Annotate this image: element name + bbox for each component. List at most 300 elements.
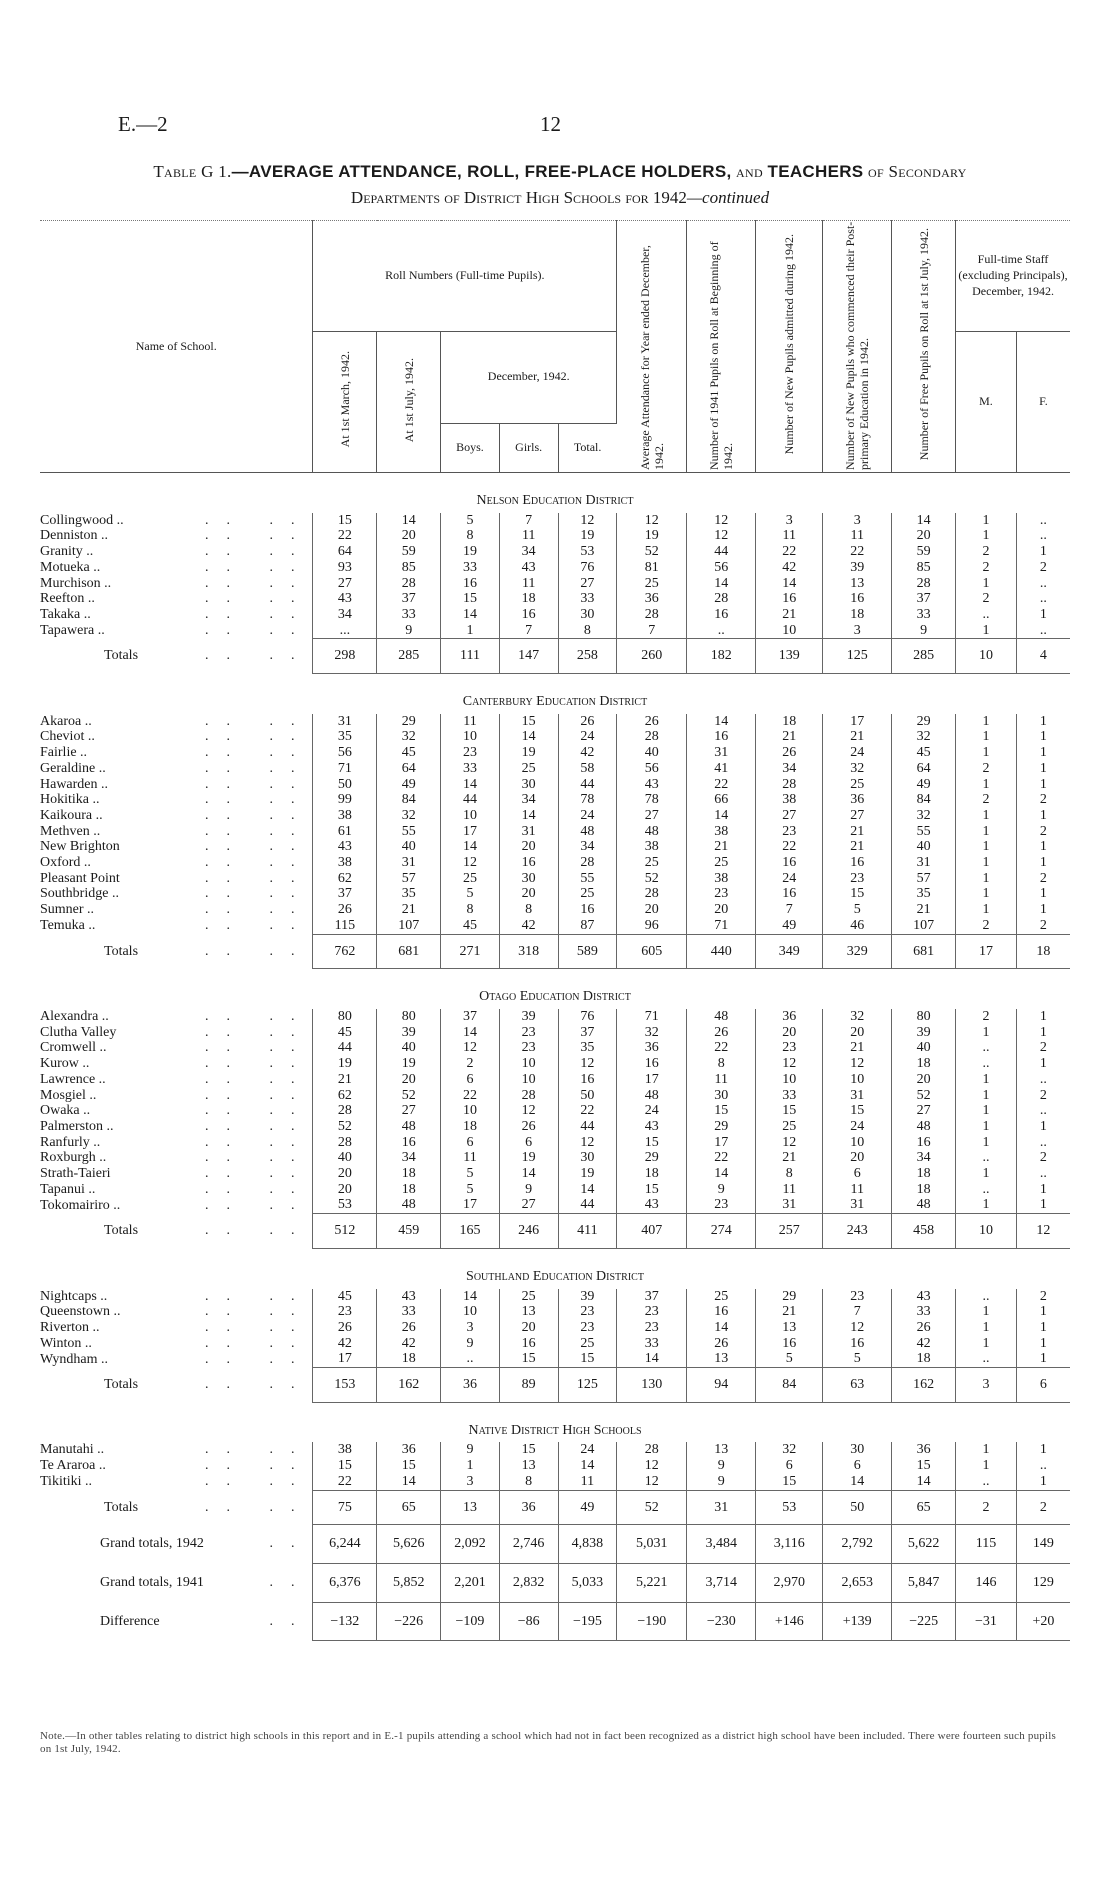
school-name: [40, 886, 313, 902]
cell-value: 3: [441, 1474, 500, 1490]
title-bold: —AVERAGE ATTENDANCE, ROLL, FREE-PLACE HOLDERS,: [231, 162, 732, 181]
totals-value: 298: [313, 639, 377, 674]
cell-value: 5: [441, 886, 500, 902]
cell-value: 2: [956, 560, 1017, 576]
cell-value: 49: [756, 918, 823, 934]
cell-value: 53: [558, 544, 617, 560]
totals-value: 63: [823, 1368, 892, 1403]
cell-value: 43: [313, 591, 377, 607]
cell-value: 2: [1039, 823, 1047, 839]
cell-value: 2: [956, 591, 1017, 607]
cell-value: 1: [1039, 1319, 1047, 1335]
cell-value: 23: [617, 1320, 687, 1336]
cell-value: 9: [377, 623, 441, 639]
school-name-text: Lawrence ..: [40, 1071, 106, 1087]
cell-value: 56: [313, 745, 377, 761]
school-name-text: Akaroa ..: [40, 713, 92, 729]
cell-value: 12: [499, 1103, 558, 1119]
cell-value: 1: [1039, 1335, 1047, 1351]
cell-value: 21: [377, 902, 441, 918]
cell-value: 13: [687, 1442, 756, 1458]
grand-value: 2,970: [756, 1563, 823, 1602]
school-name-text: Nightcaps ..: [40, 1288, 108, 1304]
cell-value: 49: [892, 777, 956, 793]
leader-dots: .. ..: [204, 1442, 313, 1458]
col-march: At 1st March, 1942.: [313, 332, 377, 473]
totals-value: 458: [892, 1214, 956, 1249]
cell-value: 34: [558, 839, 617, 855]
cell-value: 26: [892, 1320, 956, 1336]
col-name-of-school: Name of School.: [40, 221, 313, 473]
cell-value: 26: [558, 714, 617, 730]
school-name: [40, 1336, 313, 1352]
cell-value: 15: [313, 513, 377, 529]
cell-value: 18: [892, 1166, 956, 1182]
cell-value: 28: [313, 1135, 377, 1151]
cell-value: 84: [892, 792, 956, 808]
cell-value: 28: [617, 729, 687, 745]
cell-value: 49: [377, 777, 441, 793]
school-name-text: Tapanui ..: [40, 1181, 96, 1197]
totals-value: 49: [558, 1490, 617, 1525]
cell-value: 31: [687, 745, 756, 761]
cell-value: 24: [558, 1442, 617, 1458]
cell-value: 26: [313, 902, 377, 918]
cell-value: 18: [377, 1166, 441, 1182]
cell-value: 44: [687, 544, 756, 560]
leader-dots: .. ..: [204, 512, 313, 528]
cell-value: 36: [377, 1442, 441, 1458]
cell-value: 84: [377, 792, 441, 808]
cell-value: 87: [558, 918, 617, 934]
cell-value: 18: [823, 607, 892, 623]
title-line-1: [50, 162, 1070, 182]
cell-value: 16: [687, 607, 756, 623]
totals-value: 318: [499, 934, 558, 969]
cell-value: 43: [892, 1289, 956, 1305]
totals-value: 89: [499, 1368, 558, 1403]
cell-value: ..: [1039, 1134, 1047, 1150]
cell-value: 20: [499, 886, 558, 902]
cell-value: 12: [617, 513, 687, 529]
leader-dots: .. ..: [204, 1024, 313, 1040]
cell-value: 11: [756, 1182, 823, 1198]
cell-value: 21: [687, 839, 756, 855]
cell-value: 27: [892, 1103, 956, 1119]
title-bold-2: TEACHERS: [767, 162, 864, 181]
cell-value: 2: [956, 918, 1017, 934]
totals-value: 2: [1016, 1490, 1070, 1525]
grand-value: −86: [499, 1602, 558, 1641]
cell-value: 45: [892, 745, 956, 761]
cell-value: 12: [687, 528, 756, 544]
cell-value: 43: [617, 777, 687, 793]
cell-value: 5: [823, 1351, 892, 1367]
cell-value: 31: [313, 714, 377, 730]
cell-value: 33: [441, 560, 500, 576]
cell-value: 93: [313, 560, 377, 576]
school-name: [40, 824, 313, 840]
cell-value: ..: [1039, 622, 1047, 638]
cell-value: ..: [1039, 1103, 1047, 1119]
leader-dots: .. ..: [204, 729, 313, 745]
cell-value: 8: [499, 902, 558, 918]
cell-value: 1: [956, 902, 1017, 918]
totals-value: 2: [956, 1490, 1017, 1525]
cell-value: 10: [823, 1135, 892, 1151]
cell-value: 17: [313, 1351, 377, 1367]
school-name-text: Southbridge ..: [40, 886, 119, 902]
school-name-text: Mosgiel ..: [40, 1087, 97, 1103]
school-name: [40, 761, 313, 777]
cell-value: 25: [617, 855, 687, 871]
leader-dots: .. ..: [204, 886, 313, 902]
cell-value: 33: [892, 607, 956, 623]
cell-value: 48: [377, 1119, 441, 1135]
cell-value: 39: [377, 1025, 441, 1041]
cell-value: 1: [1039, 1056, 1047, 1072]
cell-value: 59: [892, 544, 956, 560]
page-number: 12: [540, 112, 561, 136]
cell-value: 14: [823, 1474, 892, 1490]
cell-value: 1: [1039, 1118, 1047, 1134]
cell-value: ..: [1039, 591, 1047, 607]
leader-dots: .. ..: [204, 1008, 313, 1024]
cell-value: 6: [441, 1135, 500, 1151]
cell-value: 39: [892, 1025, 956, 1041]
totals-value: 31: [687, 1490, 756, 1525]
col-group-staff: Full-time Staff (excluding Principals), December, 1942.: [956, 221, 1070, 332]
cell-value: 64: [313, 544, 377, 560]
cell-value: 23: [687, 886, 756, 902]
cell-value: 43: [617, 1119, 687, 1135]
school-name: [40, 591, 313, 607]
cell-value: 7: [756, 902, 823, 918]
cell-value: ..: [1039, 575, 1047, 591]
cell-value: 14: [377, 513, 441, 529]
cell-value: 20: [377, 528, 441, 544]
cell-value: 1: [956, 729, 1017, 745]
cell-value: 37: [617, 1289, 687, 1305]
cell-value: 43: [617, 1197, 687, 1213]
cell-value: 21: [823, 1040, 892, 1056]
cell-value: 37: [892, 591, 956, 607]
cell-value: 26: [617, 714, 687, 730]
cell-value: 16: [756, 1336, 823, 1352]
cell-value: 71: [687, 918, 756, 934]
school-row: [40, 607, 1070, 623]
cell-value: 24: [823, 745, 892, 761]
leader-dots: .. ..: [204, 1134, 313, 1150]
cell-value: 1: [956, 1103, 1017, 1119]
cell-value: 1: [1039, 544, 1047, 560]
col-new-pupils: Number of New Pupils admitted during 1942.: [756, 221, 823, 473]
totals-value: 139: [756, 639, 823, 674]
school-name-text: Palmerston ..: [40, 1118, 114, 1134]
cell-value: 42: [756, 560, 823, 576]
school-row: [40, 591, 1070, 607]
school-row: [40, 1040, 1070, 1056]
cell-value: 13: [687, 1351, 756, 1367]
cell-value: 115: [313, 918, 377, 934]
cell-value: 48: [617, 1088, 687, 1104]
cell-value: 80: [313, 1009, 377, 1025]
cell-value: 1: [956, 1166, 1017, 1182]
school-name: [40, 729, 313, 745]
cell-value: 36: [617, 1040, 687, 1056]
leader-dots: .. ..: [204, 823, 313, 839]
cell-value: 8: [441, 902, 500, 918]
cell-value: 1: [956, 1197, 1017, 1213]
cell-value: 38: [687, 871, 756, 887]
school-name-text: Granity ..: [40, 544, 94, 560]
cell-value: 20: [499, 839, 558, 855]
document-reference: E.—2: [118, 112, 168, 136]
cell-value: 15: [687, 1103, 756, 1119]
cell-value: 5: [441, 513, 500, 529]
totals-value: 605: [617, 934, 687, 969]
leader-dots: .. ..: [204, 622, 313, 638]
cell-value: 107: [377, 918, 441, 934]
school-row: [40, 1056, 1070, 1072]
table-header: [40, 221, 1070, 473]
cell-value: 16: [377, 1135, 441, 1151]
school-name: [40, 1442, 313, 1458]
school-name: [40, 623, 313, 639]
cell-value: 26: [756, 745, 823, 761]
cell-value: 6: [756, 1458, 823, 1474]
cell-value: 27: [499, 1197, 558, 1213]
cell-value: 62: [313, 871, 377, 887]
grand-label-text: Grand totals, 1942: [100, 1536, 204, 1552]
cell-value: ..: [1039, 1166, 1047, 1182]
cell-value: 12: [617, 1458, 687, 1474]
school-row: [40, 714, 1070, 730]
cell-value: 37: [377, 591, 441, 607]
cell-value: 71: [617, 1009, 687, 1025]
cell-value: 3: [756, 513, 823, 529]
cell-value: 36: [756, 1009, 823, 1025]
cell-value: 32: [892, 729, 956, 745]
cell-value: 48: [687, 1009, 756, 1025]
cell-value: 16: [558, 902, 617, 918]
cell-value: 14: [377, 1474, 441, 1490]
cell-value: 10: [499, 1072, 558, 1088]
col-group-roll-numbers: Roll Numbers (Full-time Pupils).: [313, 221, 617, 332]
school-row: [40, 902, 1070, 918]
cell-value: 11: [441, 714, 500, 730]
cell-value: 24: [617, 1103, 687, 1119]
cell-value: 66: [687, 792, 756, 808]
school-name-text: Ranfurly ..: [40, 1134, 101, 1150]
cell-value: 1: [1039, 606, 1047, 622]
cell-value: 28: [558, 855, 617, 871]
section-heading-row: [40, 674, 1070, 714]
school-name-text: Hawarden ..: [40, 776, 109, 792]
cell-value: 19: [558, 528, 617, 544]
cell-value: 34: [892, 1150, 956, 1166]
cell-value: 9: [687, 1458, 756, 1474]
school-name: [40, 777, 313, 793]
cell-value: 27: [756, 808, 823, 824]
cell-value: 48: [892, 1197, 956, 1213]
cell-value: 16: [441, 576, 500, 592]
col-girls: Girls.: [499, 423, 558, 472]
cell-value: 28: [892, 576, 956, 592]
cell-value: ..: [441, 1351, 500, 1367]
cell-value: 1: [1039, 807, 1047, 823]
cell-value: 25: [823, 777, 892, 793]
school-name: [40, 513, 313, 529]
cell-value: 16: [756, 855, 823, 871]
cell-value: 16: [687, 729, 756, 745]
school-name: [40, 1088, 313, 1104]
statistics-table: [40, 220, 1070, 1641]
cell-value: 12: [756, 1056, 823, 1072]
cell-value: 32: [756, 1442, 823, 1458]
school-row: [40, 792, 1070, 808]
totals-value: 18: [1016, 934, 1070, 969]
cell-value: 1: [1039, 745, 1047, 761]
cell-value: 23: [313, 1304, 377, 1320]
cell-value: 18: [892, 1351, 956, 1367]
cell-value: 1: [1039, 855, 1047, 871]
grand-value: 115: [956, 1525, 1017, 1564]
cell-value: 48: [617, 824, 687, 840]
cell-value: 61: [313, 824, 377, 840]
cell-value: 25: [558, 1336, 617, 1352]
cell-value: 26: [377, 1320, 441, 1336]
cell-value: 30: [499, 871, 558, 887]
cell-value: 2: [441, 1056, 500, 1072]
cell-value: 9: [687, 1474, 756, 1490]
school-name-text: Motueka ..: [40, 559, 101, 575]
cell-value: 19: [558, 1166, 617, 1182]
cell-value: 22: [558, 1103, 617, 1119]
cell-value: 10: [756, 623, 823, 639]
totals-value: 162: [892, 1368, 956, 1403]
school-name-text: Clutha Valley: [40, 1024, 117, 1040]
school-name-text: Denniston ..: [40, 528, 109, 544]
school-name: [40, 1135, 313, 1151]
cell-value: 42: [499, 918, 558, 934]
cell-value: 1: [956, 745, 1017, 761]
title-tail: of Secondary: [868, 162, 967, 181]
cell-value: 34: [499, 792, 558, 808]
totals-value: 762: [313, 934, 377, 969]
cell-value: 1: [441, 1458, 500, 1474]
cell-value: 22: [756, 544, 823, 560]
totals-row: [40, 1490, 1070, 1525]
cell-value: 1: [1039, 1008, 1047, 1024]
leader-dots: .. ..: [204, 745, 313, 761]
cell-value: 24: [756, 871, 823, 887]
cell-value: 18: [441, 1119, 500, 1135]
cell-value: 24: [558, 729, 617, 745]
cell-value: 40: [377, 839, 441, 855]
cell-value: 27: [617, 808, 687, 824]
cell-value: 55: [377, 824, 441, 840]
cell-value: 28: [499, 1088, 558, 1104]
cell-value: 1: [956, 1458, 1017, 1474]
col-free-pupils: Number of Free Pupils on Roll at 1st July, 1942.: [892, 221, 956, 473]
totals-value: 130: [617, 1368, 687, 1403]
cell-value: 44: [441, 792, 500, 808]
school-row: [40, 1336, 1070, 1352]
cell-value: 39: [823, 560, 892, 576]
cell-value: ..: [1039, 1071, 1047, 1087]
school-name-text: Oxford ..: [40, 855, 91, 871]
leader-dots: .. ..: [204, 1223, 313, 1239]
totals-value: 13: [441, 1490, 500, 1525]
totals-value: 411: [558, 1214, 617, 1249]
col-1941-pupils: Number of 1941 Pupils on Roll at Beginning of 1942.: [687, 221, 756, 473]
cell-value: 18: [892, 1182, 956, 1198]
school-row: [40, 745, 1070, 761]
totals-value: 246: [499, 1214, 558, 1249]
cell-value: 38: [313, 808, 377, 824]
cell-value: 18: [756, 714, 823, 730]
school-row: [40, 1135, 1070, 1151]
grand-value: −109: [441, 1602, 500, 1641]
cell-value: 22: [687, 777, 756, 793]
footnote: Note.—In other tables relating to district high schools in this report and in E.-1 pupils attending a school which had not in fact been recognized as a district high school have been included. There were fourteen such pupils on 1st July, 1942.: [40, 1730, 1057, 1755]
school-row: [40, 544, 1070, 560]
cell-value: 20: [377, 1072, 441, 1088]
cell-value: 13: [756, 1320, 823, 1336]
cell-value: ..: [956, 1182, 1017, 1198]
cell-value: 14: [617, 1351, 687, 1367]
cell-value: 8: [441, 528, 500, 544]
cell-value: 15: [313, 1458, 377, 1474]
cell-value: 12: [441, 1040, 500, 1056]
cell-value: 18: [892, 1056, 956, 1072]
cell-value: 29: [756, 1289, 823, 1305]
leader-dots: .. ..: [204, 839, 313, 855]
cell-value: 28: [687, 591, 756, 607]
school-row: [40, 839, 1070, 855]
cell-value: 21: [823, 729, 892, 745]
cell-value: 57: [892, 871, 956, 887]
cell-value: 14: [892, 1474, 956, 1490]
cell-value: 17: [823, 714, 892, 730]
grand-label: [40, 1525, 313, 1564]
cell-value: 21: [756, 607, 823, 623]
totals-value: 111: [441, 639, 500, 674]
cell-value: 43: [313, 839, 377, 855]
cell-value: 19: [499, 1150, 558, 1166]
cell-value: ..: [956, 1474, 1017, 1490]
cell-value: 16: [756, 591, 823, 607]
cell-value: 12: [558, 1135, 617, 1151]
cell-value: 16: [499, 855, 558, 871]
cell-value: 14: [558, 1182, 617, 1198]
cell-value: 6: [499, 1135, 558, 1151]
cell-value: 22: [313, 528, 377, 544]
school-name: [40, 544, 313, 560]
grand-value: 2,201: [441, 1563, 500, 1602]
leader-dots: .. ..: [204, 1197, 313, 1213]
grand-value: 146: [956, 1563, 1017, 1602]
cell-value: 25: [499, 1289, 558, 1305]
totals-value: 243: [823, 1214, 892, 1249]
leader-dots: .. ..: [204, 591, 313, 607]
cell-value: 46: [823, 918, 892, 934]
cell-value: 27: [558, 576, 617, 592]
school-name-text: Winton ..: [40, 1335, 92, 1351]
leader-dots: .. ..: [204, 1474, 313, 1490]
cell-value: 1: [1039, 729, 1047, 745]
